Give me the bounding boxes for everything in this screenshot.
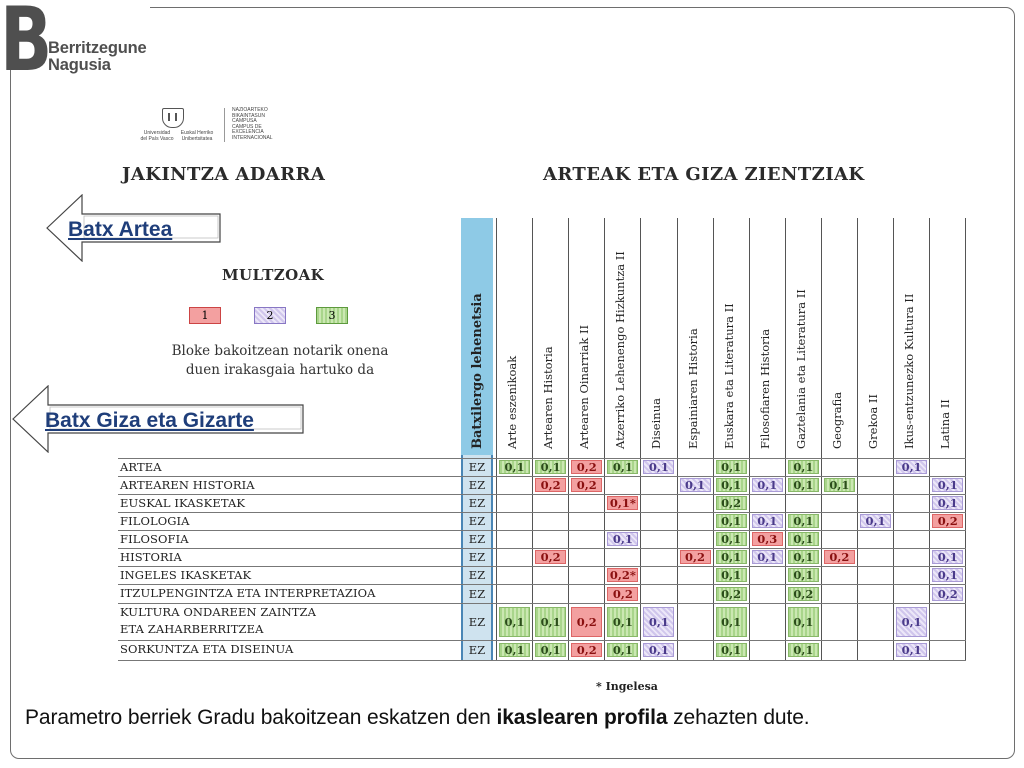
- university-logo: Universidad del País Vasco Euskal Herriko Unibertsitatea NAZIOARTEKO BIKAINTASUN CAMPUSA CAMPUS DE EXCELENCIA INTERNACIONAL: [140, 107, 273, 142]
- table-cell: 0,1: [716, 550, 747, 564]
- table-cell: 0,1: [716, 478, 747, 492]
- batx-value: EZ: [468, 550, 486, 564]
- row-label: EUSKAL IKASKETAK: [120, 496, 246, 510]
- nav-label-batx-giza: Batx Giza eta Gizarte: [45, 409, 254, 432]
- table-cell: 0,1: [716, 607, 747, 637]
- table-cell: 0,1: [607, 460, 638, 474]
- column-header: Latina II: [938, 399, 953, 449]
- table-cell: 0,2: [571, 607, 602, 637]
- table-cell: 0,1: [896, 607, 927, 637]
- row-label: KULTURA ONDAREEN ZAINTZA: [120, 605, 317, 619]
- table-cell: 0,1: [824, 478, 855, 492]
- table-cell: 0,1: [788, 532, 819, 546]
- table-cell: 0,1: [788, 478, 819, 492]
- table-cell: 0,1: [932, 478, 963, 492]
- table-cell: 0,2: [824, 550, 855, 564]
- table-cell: 0,2: [788, 587, 819, 601]
- table-cell: 0,1: [716, 460, 747, 474]
- heading-arteak: ARTEAK ETA GIZA ZIENTZIAK: [543, 164, 865, 185]
- column-header: Espainiaren Historia: [685, 328, 700, 449]
- logo-letter: B: [0, 0, 53, 91]
- table-cell: 0,1: [716, 568, 747, 582]
- table-cell: 0,1: [535, 607, 566, 637]
- batx-value: EZ: [468, 460, 486, 474]
- table-cell: 0,1: [716, 514, 747, 528]
- table-cell: 0,2: [571, 460, 602, 474]
- table-cell: 0,2: [571, 478, 602, 492]
- legend-box-1: 1: [189, 307, 221, 324]
- table-cell: 0,2: [571, 643, 602, 657]
- row-label: FILOSOFIA: [120, 532, 189, 546]
- table-cell: 0,2: [932, 587, 963, 601]
- column-header: Filosofiaren Historia: [757, 328, 772, 449]
- table-cell: 0,1: [860, 514, 891, 528]
- row-label: FILOLOGIA: [120, 514, 190, 528]
- row-label: ARTEAREN HISTORIA: [120, 478, 255, 492]
- column-header: Euskara eta Literatura II: [721, 303, 736, 449]
- nav-arrow-batx-giza[interactable]: [12, 385, 304, 453]
- batx-value: EZ: [468, 568, 486, 582]
- table-cell: 0,1: [788, 568, 819, 582]
- table-cell: 0,2: [607, 587, 638, 601]
- column-header: Artearen Oinarriak II: [577, 324, 592, 449]
- column-header: Grekoa II: [866, 394, 880, 449]
- table-cell: 0,1: [788, 607, 819, 637]
- table-cell: 0,1: [499, 607, 530, 637]
- table-cell: 0,2: [535, 550, 566, 564]
- table-cell: 0,1: [932, 550, 963, 564]
- table-cell: 0,1: [932, 568, 963, 582]
- column-header: Artearen Historia: [541, 346, 556, 449]
- table-cell: 0,2: [932, 514, 963, 528]
- table-cell: 0,1: [499, 460, 530, 474]
- table-cell: 0,1: [535, 643, 566, 657]
- row-label: HISTORIA: [120, 550, 182, 564]
- batx-value: EZ: [468, 643, 486, 657]
- heading-jakintza-adarra: JAKINTZA ADARRA: [122, 164, 326, 185]
- column-header: Gaztelania eta Literatura II: [793, 289, 808, 449]
- table-cell: 0,2: [680, 550, 711, 564]
- column-header: Atzerriko Lehenengo Hizkuntza II: [613, 251, 628, 449]
- batx-value: EZ: [468, 614, 486, 629]
- legend-description: Bloke bakoitzean notarik onena duen irakasgaia hartuko da: [171, 343, 389, 378]
- table-cell: 0,1: [716, 532, 747, 546]
- batx-value: EZ: [468, 514, 486, 528]
- table-cell: 0,1: [788, 643, 819, 657]
- legend-box-3: 3: [316, 307, 348, 324]
- table-cell: 0,1: [896, 460, 927, 474]
- table-cell: 0,1: [499, 643, 530, 657]
- table-cell: 0,2: [716, 587, 747, 601]
- nav-arrow-batx-artea[interactable]: [46, 194, 221, 262]
- table-cell: 0,1: [643, 607, 674, 637]
- table-cell: 0,1: [716, 643, 747, 657]
- logo-line-2: Nagusia: [48, 56, 111, 74]
- table-cell: 0,1: [680, 478, 711, 492]
- table-cell: 0,1: [788, 550, 819, 564]
- column-header: Geografia: [829, 391, 844, 449]
- column-header: Diseinua: [649, 398, 664, 449]
- row-label: ITZULPENGINTZA ETA INTERPRETAZIOA: [120, 586, 376, 600]
- table-cell: 0,1: [607, 532, 638, 546]
- slide-caption: Parametro berriek Gradu bakoitzean eskatzen den ikaslearen profila zehazten dute.: [25, 706, 810, 729]
- table-cell: 0,1: [896, 643, 927, 657]
- table-cell: 0,1: [752, 514, 783, 528]
- batx-column-header: Batxilergo lehenetsia: [461, 218, 493, 455]
- table-cell: 0,3: [752, 532, 783, 546]
- legend-box-2: 2: [254, 307, 286, 324]
- column-header: Arte eszenikoak: [505, 355, 519, 449]
- batx-value: EZ: [468, 586, 486, 601]
- table-cell: 0,1: [643, 460, 674, 474]
- row-label: SORKUNTZA ETA DISEINUA: [120, 642, 294, 656]
- row-label: ARTEA: [120, 460, 162, 474]
- table-cell: 0,1: [788, 460, 819, 474]
- row-label: INGELES IKASKETAK: [120, 568, 252, 582]
- table-cell: 0,1: [643, 643, 674, 657]
- table-cell: 0,1: [788, 514, 819, 528]
- legend-title: MULTZOAK: [222, 266, 325, 284]
- table-cell: 0,1: [607, 607, 638, 637]
- column-header: Ikus-entzunezko Kultura II: [902, 293, 917, 449]
- table-cell: 0,1: [607, 643, 638, 657]
- table-cell: 0,1: [535, 460, 566, 474]
- table-cell: 0,1: [752, 550, 783, 564]
- table-cell: 0,1: [752, 478, 783, 492]
- batx-value: EZ: [468, 478, 486, 492]
- table-cell: 0,2: [535, 478, 566, 492]
- batx-value: EZ: [468, 532, 486, 546]
- table-cell: 0,2: [716, 496, 747, 510]
- row-label: ETA ZAHARBERRITZEA: [120, 622, 264, 636]
- table-cell: 0,1: [932, 496, 963, 510]
- table-cell: 0,1*: [607, 496, 638, 510]
- nav-label-batx-artea: Batx Artea: [68, 218, 173, 241]
- table-cell: 0,2*: [607, 568, 638, 582]
- footnote-ingelesa: * Ingelesa: [596, 680, 658, 693]
- logo-line-1: Berritzegune: [48, 39, 147, 57]
- university-emblem-icon: [162, 108, 184, 128]
- batx-value: EZ: [468, 496, 486, 510]
